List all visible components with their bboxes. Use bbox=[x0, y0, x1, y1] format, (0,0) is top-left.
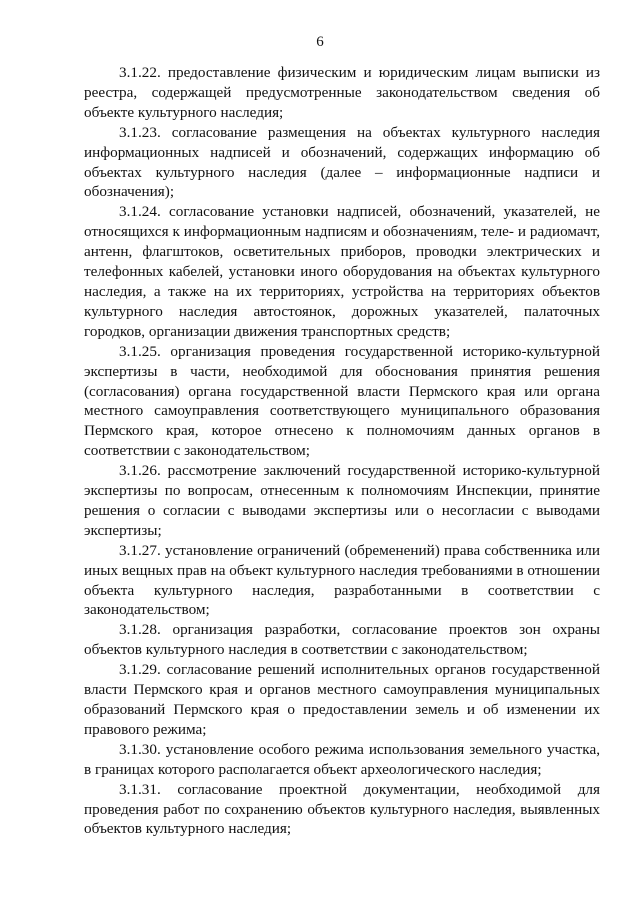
paragraph-3-1-23: 3.1.23. согласование размещения на объектах культурного наследия информационных надписей и обозначений, содержащих информацию об объектах культурного наследия (далее – информационные надписи и обозначения); bbox=[84, 123, 600, 201]
paragraph-3-1-30: 3.1.30. установление особого режима использования земельного участка, в границах которого располагается объект археологического наследия; bbox=[84, 740, 600, 778]
paragraph-3-1-25: 3.1.25. организация проведения государственной историко-культурной экспертизы в части, необходимой для обоснования принятия решения (согласования) органа государственной власти Пермского края или органа местного самоуправления соответствующего муниципального образования Пермского края, которое отнесено к полномочиям данных органов в соответствии с законодательством; bbox=[84, 342, 600, 460]
paragraph-3-1-29: 3.1.29. согласование решений исполнительных органов государственной власти Пермского края и органов местного самоуправления муниципальных образований Пермского края о предоставлении земель и об изменении их правового режима; bbox=[84, 661, 600, 738]
paragraph-3-1-26: 3.1.26. рассмотрение заключений государственной историко-культурной экспертизы по вопросам, отнесенным к полномочиям Инспекции, принятие решения о согласии с выводами экспертизы или о несогласии с выводами экспертизы; bbox=[84, 462, 600, 539]
page-number: 6 bbox=[316, 34, 324, 50]
paragraph-3-1-31: 3.1.31. согласование проектной документации, необходимой для проведения работ по сохранению объектов культурного наследия, выявленных объектов культурного наследия; bbox=[84, 780, 600, 838]
document-body bbox=[84, 63, 600, 839]
paragraph-3-1-24: 3.1.24. согласование установки надписей, обозначений, указателей, не относящихся к информационным надписям и обозначениям, теле- и радиомачт, антенн, флагштоков, осветительных приборов, проводки электрических и телефонных кабелей, установки иного оборудования на объектах культурного наследия, а также на их территориях, устройства на территориях объектов культурного наследия автостоянок, дорожных указателей, палаточных городков, организации движения транспортных средств; bbox=[84, 203, 600, 340]
paragraph-3-1-28: 3.1.28. организация разработки, согласование проектов зон охраны объектов культурного наследия в соответствии с законодательством; bbox=[84, 621, 600, 659]
paragraph-3-1-27: 3.1.27. установление ограничений (обременений) права собственника или иных вещных прав на объект культурного наследия требованиями в отношении объекта культурного наследия, разработанными в соответствии с законодательством; bbox=[84, 541, 600, 619]
paragraph-3-1-22: 3.1.22. предоставление физическим и юридическим лицам выписки из реестра, содержащей предусмотренные законодательством сведения об объекте культурного наследия; bbox=[84, 64, 600, 121]
